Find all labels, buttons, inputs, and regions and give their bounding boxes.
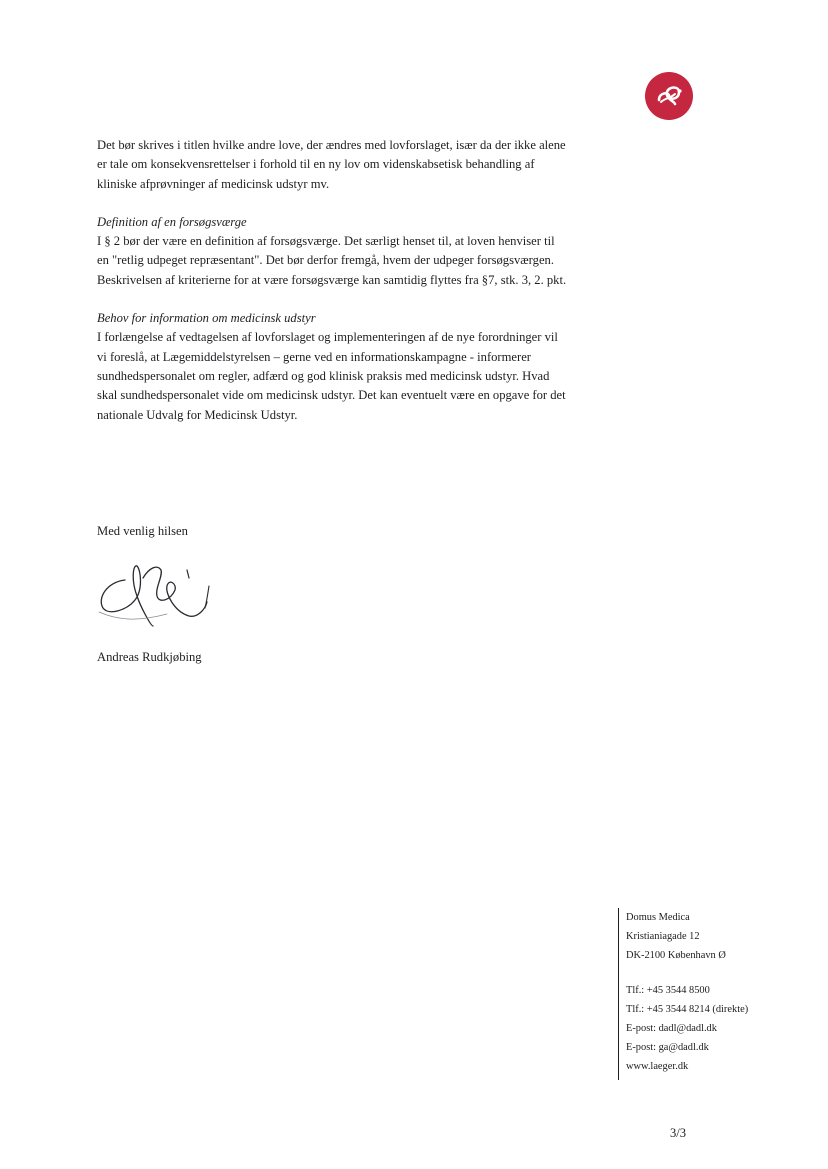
handwritten-signature	[97, 560, 227, 640]
address-line-city: DK-2100 København Ø	[626, 950, 726, 961]
association-logo	[645, 72, 693, 120]
heading-information: Behov for information om medicinsk udstyr	[97, 311, 316, 326]
staff-snake-icon	[645, 72, 693, 120]
letter-body	[97, 136, 567, 425]
email-ga: E-post: ga@dadl.dk	[626, 1042, 709, 1053]
paragraph-information: I forlængelse af vedtagelsen af lovforslaget og implementeringen af de nye forordninger vil vi foreslå, at Lægemiddelstyrelsen – gerne ved en informationskampagne - informerer sundhedspersonalet om regler, adfærd og god klinisk praksis med medicinsk udstyr. Hvad skal sundhedspersonalet vide om medicinsk udstyr. Det kan eventuelt være en opgave for det nationale Udvalg for Medicinsk Udstyr.	[97, 330, 566, 422]
closing-greeting: Med venlig hilsen	[97, 524, 188, 538]
signer-name: Andreas Rudkjøbing	[97, 650, 202, 664]
website: www.laeger.dk	[626, 1061, 689, 1072]
phone-main: Tlf.: +45 3544 8500	[626, 985, 710, 996]
address-line-street: Kristianiagade 12	[626, 931, 700, 942]
address-block	[618, 908, 748, 1080]
address-line-org: Domus Medica	[626, 912, 690, 923]
paragraph-definition: I § 2 bør der være en definition af forsøgsværge. Det særligt henset til, at loven henviser til en "retlig udpeget repræsentant". Det bør derfor fremgå, hvem der udpeger forsøgsværgen. Beskrivelsen af kriterierne for at være forsøgsværge kan samtidig flyttes fra §7, stk. 3, 2. pkt.	[97, 234, 567, 287]
page-number: 3/3	[670, 1126, 687, 1140]
paragraph-title-laws: Det bør skrives i titlen hvilke andre love, der ændres med lovforslaget, især da der ikke alene er tale om konsekvensrettelser i forhold til en ny lov om videnskabsetisk behandling af kliniske afprøvninger af medicinsk udstyr mv.	[97, 138, 566, 191]
phone-direct: Tlf.: +45 3544 8214 (direkte)	[626, 1004, 749, 1015]
email-dadl: E-post: dadl@dadl.dk	[626, 1023, 717, 1034]
heading-definition: Definition af en forsøgsværge	[97, 214, 247, 229]
